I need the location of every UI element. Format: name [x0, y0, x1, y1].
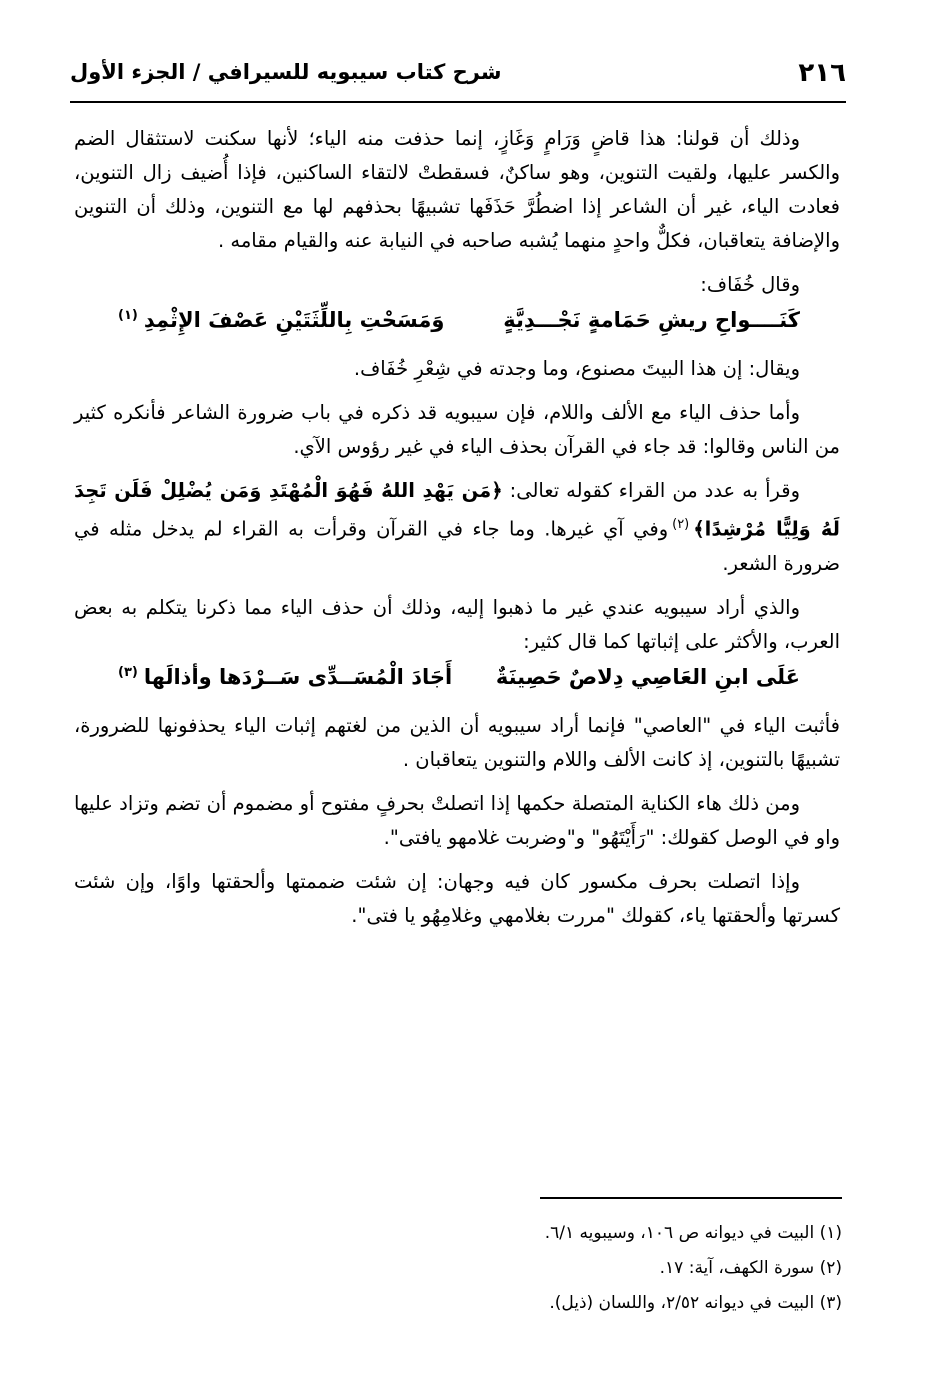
paragraph: والذي أراد سيبويه عندي غير ما ذهبوا إليه، وذلك أن حذف الياء مما ذكرنا يتكلم به بعض العرب، والأكثر على إثباتها كما قال كثير:	[74, 595, 840, 653]
poetry-verse	[74, 302, 840, 352]
verse-first-hemistich: كَنَــــواحِ ريشِ حَمَامةٍ نَجْـــدِيَّةٍ	[503, 308, 800, 332]
paragraph: وإذا اتصلت بحرف مكسور كان فيه وجهان: إن شئت ضممتها وألحقتها واوًا، وإن شئت كسرتها وألحقتها ياء، كقولك "مررت بغلامهي وغلامِهُو يا فتى".	[74, 869, 840, 927]
paragraph: وقال خُفَاف:	[700, 273, 800, 296]
paragraph: وذلك أن قولنا: هذا قاضٍ وَرَامٍ وَغَازٍ، إنما حذفت منه الياء؛ لأنها سكنت لاستثقال الضم والكسر عليها، ولقيت التنوين، وهو ساكنٌ، فسقطتْ لالتقاء الساكنين، فإذا أُضيف زال التنوين، فعادت الياء، غير أن الشاعر إذا اضطُرَّ حَذَفَها تشبيهًا بحذفهم لها مع التنوين، وذلك أن التنوين والإضافة يتعاقبان، فكلٌّ واحدٍ منهما يُشبه صاحبه في النيابة عنه والقيام مقامه .	[74, 127, 840, 252]
verse-second-hemistich	[118, 665, 452, 689]
page-header	[70, 56, 846, 100]
footnote: (١) البيت في ديوانه ص ١٠٦، وسيبويه ٦/١.	[544, 1223, 842, 1243]
paragraph: فأثبت الياء في "العاصي" فإنما أراد سيبويه أن الذين من لغتهم إثبات الياء يحذفونها للضرورة، تشبيهًا بالتنوين، إذ كانت الألف واللام والتنوين يتعاقبان .	[74, 713, 840, 771]
footnote-ref: (٣)	[118, 664, 138, 680]
paragraph: ويقال: إن هذا البيتَ مصنوع، وما وجدته في شِعْرِ خُفَاف.	[353, 357, 800, 380]
header-rule	[70, 101, 846, 103]
running-title: شرح كتاب سيبويه للسيرافي / الجزء الأول	[70, 60, 502, 84]
footnote-rule	[540, 1197, 842, 1199]
page-number: ٢١٦	[798, 58, 846, 88]
quran-quote: ﴿مَن يَهْدِ اللهُ فَهُوَ الْمُهْتَدِ وَمَن يُضْلِلْ فَلَن تَجِدَ لَهُ وَلِيًّا مُرْشِدًا﴾	[74, 479, 840, 541]
paragraph-text: وفي آي غيرها. وما جاء في القرآن وقرأت به القراء لم يدخل مثله في ضرورة الشعر.	[74, 517, 840, 575]
footnote: (٣) البيت في ديوانه ٢/٥٢، واللسان (ذيل).	[549, 1293, 842, 1313]
paragraph	[74, 474, 840, 581]
footnote-ref: (١)	[118, 308, 138, 323]
poetry-verse	[74, 659, 840, 709]
verse-text: وَمَسَحْتِ بِاللِّثَتَيْنِ عَصْفَ الإِثْمِدِ	[143, 308, 445, 332]
verse-text: أَجَادَ الْمُسَــدِّى سَــرْدَها وأذالَها	[143, 664, 453, 689]
footnotes	[242, 1216, 842, 1321]
page-body	[74, 122, 840, 943]
verse-first-hemistich: عَلَى ابنِ العَاصِي دِلاصٌ حَصِينَةٌ	[495, 664, 800, 689]
footnote: (٢) سورة الكهف، آية: ١٧.	[659, 1258, 842, 1278]
footnote-ref: (٢)	[672, 517, 690, 532]
verse-second-hemistich	[118, 308, 444, 332]
paragraph-text: وقرأ به عدد من القراء كقوله تعالى:	[509, 479, 800, 502]
paragraph: ومن ذلك هاء الكناية المتصلة حكمها إذا اتصلتْ بحرفٍ مفتوح أو مضموم أن تضم وتزاد عليها واو في الوصل كقولك: "رَأَيْتَهُو" و"وضربت غلامهو يافتى".	[74, 791, 840, 849]
paragraph: وأما حذف الياء مع الألف واللام، فإن سيبويه قد ذكره في باب ضرورة الشاعر فأنكره كثير من الناس وقالوا: قد جاء في القرآن بحذف الياء في غير رؤوس الآي.	[74, 401, 840, 458]
